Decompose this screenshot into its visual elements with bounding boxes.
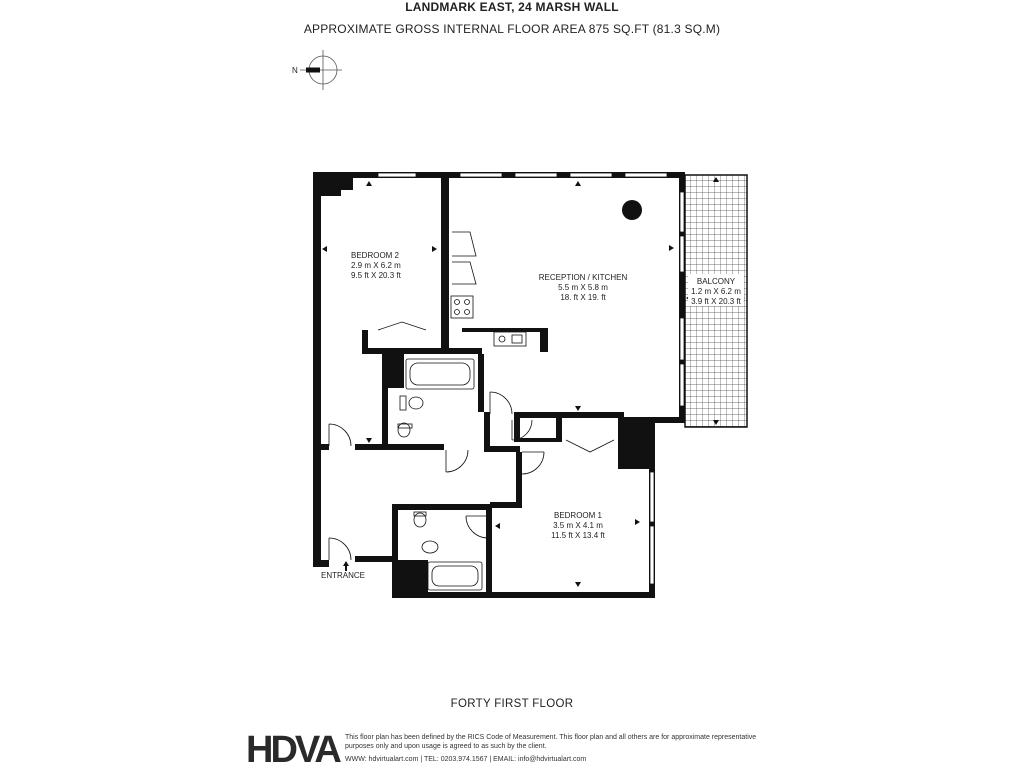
bedroom1-metric: 3.5 m X 4.1 m	[553, 521, 603, 530]
hdva-logo: HDVA	[246, 729, 339, 771]
balcony-imperial: 3.9 ft X 20.3 ft	[691, 297, 741, 306]
bedroom1-name: BEDROOM 1	[553, 511, 603, 520]
bathroom-fixtures	[398, 359, 482, 590]
bedroom2-metric: 2.9 m X 6.2 m	[351, 261, 401, 270]
reception-name: RECEPTION / KITCHEN	[538, 273, 628, 282]
column-icon	[622, 200, 642, 220]
north-compass-icon	[292, 50, 342, 90]
walls	[313, 172, 685, 598]
floor-name: FORTY FIRST FLOOR	[450, 698, 574, 710]
bedroom2-imperial: 9.5 ft X 20.3 ft	[351, 271, 401, 280]
floor-area-subtitle: APPROXIMATE GROSS INTERNAL FLOOR AREA 875 SQ.FT (81.3 SQ.M)	[303, 22, 721, 36]
footer-contact: WWW: hdvirtualart.com | TEL: 0203.974.1567 | EMAIL: info@hdvirtualart.com	[345, 756, 587, 763]
reception-imperial: 18. ft X 19. ft	[560, 293, 606, 302]
bedroom2-name: BEDROOM 2	[351, 251, 400, 260]
property-title: LANDMARK EAST, 24 MARSH WALL	[405, 0, 619, 14]
balcony-metric: 1.2 m X 6.2 m	[691, 287, 741, 296]
footer-disclaimer: This floor plan has been defined by the RICS Code of Measurement. This floor plan and all others are for approximate representative purposes only and upon usage is agreed to as such by the client.	[345, 734, 757, 750]
kitchen-fixtures	[451, 296, 526, 346]
bedroom1-imperial: 11.5 ft X 13.4 ft	[551, 531, 605, 540]
compass-north-letter: N	[292, 66, 298, 75]
entrance-label: ENTRANCE	[320, 571, 366, 580]
balcony-name: BALCONY	[696, 277, 736, 286]
reception-metric: 5.5 m X 5.8 m	[558, 283, 608, 292]
